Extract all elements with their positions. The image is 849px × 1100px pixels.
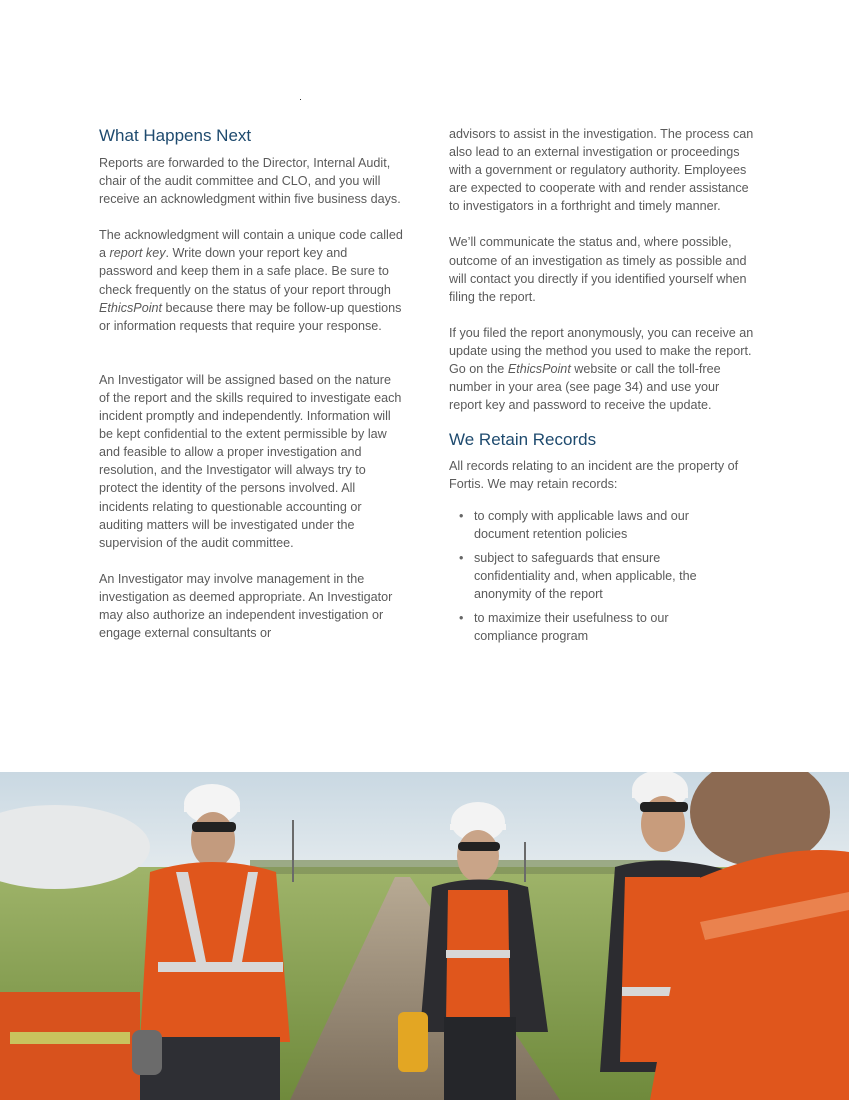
- field-workers-photo: [0, 772, 849, 1100]
- records-property-paragraph: All records relating to an incident are the property of Fortis. We may retain records:: [449, 459, 739, 492]
- investigator-assignment-paragraph: An Investigator will be assigned based on the nature of the report and the skills required to investigate each incident promptly and independently. Information will be kept confidential to the extent permissible by law and feasible to allow a proper investigation and resolution, and the Investigator will always try to protect the identity of the persons involved. All incidents relating to questionable accounting or auditing matters will be investigated under the supervision of the audit committee.: [99, 372, 402, 550]
- list-item: • to comply with applicable laws and our document retention policies: [449, 507, 714, 543]
- we-retain-records-heading: We Retain Records: [449, 430, 597, 450]
- left-column: [99, 124, 404, 660]
- advisors-paragraph: advisors to assist in the investigation. The process can also lead to an external investigation or proceedings with a government or regulatory authority. Employees are expected to cooperate with and render assistance to investigators in a forthright and timely manner.: [449, 127, 754, 214]
- stray-dot: [300, 99, 301, 100]
- list-item: • to maximize their usefulness to our compliance program: [449, 609, 714, 645]
- what-happens-next-heading: What Happens Next: [99, 126, 252, 145]
- status-communication-paragraph: We’ll communicate the status and, where possible, outcome of an investigation as timely as possible and will contact you directly if you identified yourself when filing the report.: [449, 235, 747, 304]
- forwarding-paragraph: Reports are forwarded to the Director, Internal Audit, chair of the audit committee and CLO, and you will receive an acknowledgment within five business days.: [99, 156, 401, 207]
- list-item: • subject to safeguards that ensure confidentiality and, when applicable, the anonymity of the report: [449, 549, 714, 603]
- investigator-involvement-paragraph: An Investigator may involve management in the investigation as deemed appropriate. An Investigator may also authorize an independent investigation or engage external consultants or: [99, 571, 393, 641]
- anonymous-update-paragraph: If you filed the report anonymously, you can receive an update using the method you used to make the report. Go on the EthicsPoint website or call the toll-free number in your area (see page 34) and use your report key and password to receive the update.: [449, 325, 754, 413]
- acknowledgment-paragraph: The acknowledgment will contain a unique code called a report key. Write down your report key and password and keep them in a safe place. Be sure to check frequently on the status of your report through EthicsPoint because there may be follow-up questions or information requests that require your response.: [99, 228, 403, 333]
- retention-reasons-list: [449, 507, 754, 646]
- right-column: [449, 124, 754, 651]
